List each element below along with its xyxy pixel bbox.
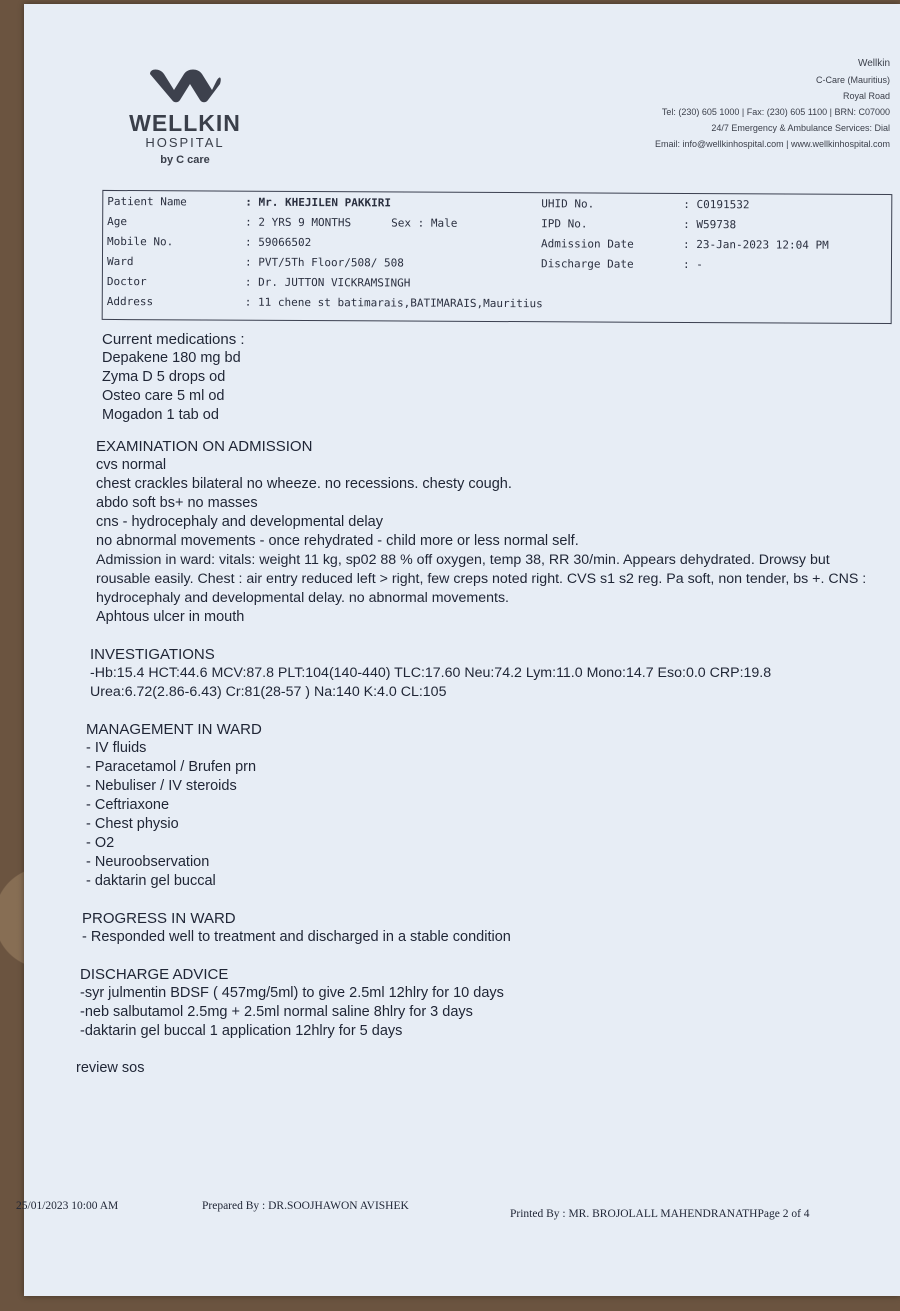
examination-last-line: Aphtous ulcer in mouth xyxy=(96,609,245,625)
mobile-value: : 59066502 xyxy=(245,235,312,250)
footer-page-number: Page 2 of 4 xyxy=(757,1208,810,1220)
investigations-line-1: -Hb:15.4 HCT:44.6 MCV:87.8 PLT:104(140-440) TLC:17.60 Neu:74.2 Lym:11.0 Mono:14.7 Eso:0.0 CRP:19.8 xyxy=(90,665,772,681)
discharge-advice-item: -neb salbutamol 2.5mg + 2.5ml normal saline 8hlry for 3 days xyxy=(80,1004,473,1020)
discharge-advice-heading: DISCHARGE ADVICE xyxy=(80,966,229,983)
ipd-value: : W59738 xyxy=(683,217,737,232)
examination-section xyxy=(82,437,882,627)
management-section xyxy=(82,720,882,891)
review-note: review sos xyxy=(76,1060,145,1076)
medication-item: Osteo care 5 ml od xyxy=(102,388,225,404)
hospital-info-line2: C-Care (Mauritius) xyxy=(815,75,890,85)
medications-heading: Current medications : xyxy=(102,331,245,348)
patient-name-value: : Mr. KHEJILEN PAKKIRI xyxy=(245,195,392,210)
management-item: - Neuroobservation xyxy=(86,854,210,870)
management-item: - Ceftriaxone xyxy=(86,797,170,813)
examination-line: abdo soft bs+ no masses xyxy=(96,495,258,511)
clinical-notes xyxy=(76,330,882,1078)
examination-line: cns - hydrocephaly and developmental delay xyxy=(96,514,383,530)
medication-item: Mogadon 1 tab od xyxy=(102,407,219,423)
uhid-value: : C0191532 xyxy=(683,197,750,212)
logo-subtitle: HOSPITAL xyxy=(145,135,225,150)
patient-details-box xyxy=(102,190,893,324)
address-label: Address xyxy=(106,294,154,309)
sex-value: Sex : Male xyxy=(391,216,458,230)
management-item: - Nebuliser / IV steroids xyxy=(86,778,237,794)
examination-line: cvs normal xyxy=(96,457,167,473)
medication-item: Depakene 180 mg bd xyxy=(102,350,241,366)
hospital-info-name: Wellkin xyxy=(857,58,890,69)
admission-date-label: Admission Date xyxy=(541,237,634,251)
examination-line: chest crackles bilateral no wheeze. no recessions. chesty cough. xyxy=(96,476,512,492)
management-item: - O2 xyxy=(86,835,115,851)
logo-by-line: by C care xyxy=(160,154,210,166)
medications-section xyxy=(82,330,882,425)
management-item: - IV fluids xyxy=(86,740,147,756)
management-item: - daktarin gel buccal xyxy=(86,873,216,889)
discharge-advice-item: -daktarin gel buccal 1 application 12hlry for 5 days xyxy=(80,1023,403,1039)
progress-section xyxy=(82,909,882,947)
admission-date-value: : 23-Jan-2023 12:04 PM xyxy=(683,237,829,252)
hospital-contact-info xyxy=(560,56,890,152)
age-label: Age xyxy=(107,214,128,229)
admission-vitals-paragraph: Admission in ward: vitals: weight 11 kg, sp02 88 % off oxygen, temp 38, RR 30/min. Appears dehydrated. Drowsy but rousable easily. Chest : air entry reduced left > right, few creps noted right. CVS s1 s2 reg. Pa soft, non tender, bs +. CNS : hydrocephaly and developmental delay. no abnormal movements. xyxy=(96,552,867,606)
hospital-info-email: Email: info@wellkinhospital.com | www.wellkinhospital.com xyxy=(654,139,890,149)
footer-printed-by: Printed By : MR. BROJOLALL MAHENDRANATH xyxy=(510,1208,758,1220)
doctor-label: Doctor xyxy=(106,274,147,289)
discharge-date-label: Discharge Date xyxy=(540,257,634,271)
progress-heading: PROGRESS IN WARD xyxy=(82,910,236,927)
medication-item: Zyma D 5 drops od xyxy=(102,369,226,385)
hospital-info-emergency: 24/7 Emergency & Ambulance Services: Dial xyxy=(711,123,890,133)
discharge-date-value: : - xyxy=(682,257,703,272)
uhid-label: UHID No. xyxy=(541,197,595,211)
footer-datetime: 25/01/2023 10:00 AM xyxy=(16,1200,119,1212)
examination-heading: EXAMINATION ON ADMISSION xyxy=(96,438,313,455)
address-value: : 11 chene st batimarais,BATIMARAIS,Mauritius xyxy=(244,295,543,311)
doctor-value: : Dr. JUTTON VICKRAMSINGH xyxy=(244,275,411,290)
hospital-info-tel: Tel: (230) 605 1000 | Fax: (230) 605 1100 | BRN: C07000 xyxy=(661,107,890,117)
ipd-label: IPD No. xyxy=(541,217,588,231)
mobile-label: Mobile No. xyxy=(107,234,174,249)
discharge-advice-section xyxy=(80,965,882,1041)
investigations-line-2: Urea:6.72(2.86-6.43) Cr:81(28-57 ) Na:140 K:4.0 CL:105 xyxy=(90,684,447,700)
footer-printed-by-and-page xyxy=(510,1208,810,1220)
logo-name: WELLKIN xyxy=(129,110,241,136)
discharge-summary-page xyxy=(16,4,900,1296)
patient-name-label: Patient Name xyxy=(107,194,187,209)
management-item: - Chest physio xyxy=(86,816,179,832)
investigations-section xyxy=(82,645,882,702)
age-value: : 2 YRS 9 MONTHS xyxy=(245,215,352,230)
progress-line: - Responded well to treatment and discharged in a stable condition xyxy=(82,929,511,945)
ward-label: Ward xyxy=(106,254,134,269)
discharge-advice-item: -syr julmentin BDSF ( 457mg/5ml) to give 2.5ml 12hlry for 10 days xyxy=(80,985,504,1001)
investigations-heading: INVESTIGATIONS xyxy=(90,646,215,663)
patient-row-address xyxy=(107,295,887,319)
hospital-info-line3: Royal Road xyxy=(842,91,890,101)
management-item: - Paracetamol / Brufen prn xyxy=(86,759,257,775)
management-heading: MANAGEMENT IN WARD xyxy=(86,721,262,738)
ward-value: : PVT/5Th Floor/508/ 508 xyxy=(244,255,404,270)
examination-line: no abnormal movements - once rehydrated - child more or less normal self. xyxy=(96,533,579,549)
footer-prepared-by: Prepared By : DR.SOOJHAWON AVISHEK xyxy=(202,1200,409,1212)
hospital-logo xyxy=(110,66,260,166)
wellkin-logo-icon xyxy=(146,66,224,104)
